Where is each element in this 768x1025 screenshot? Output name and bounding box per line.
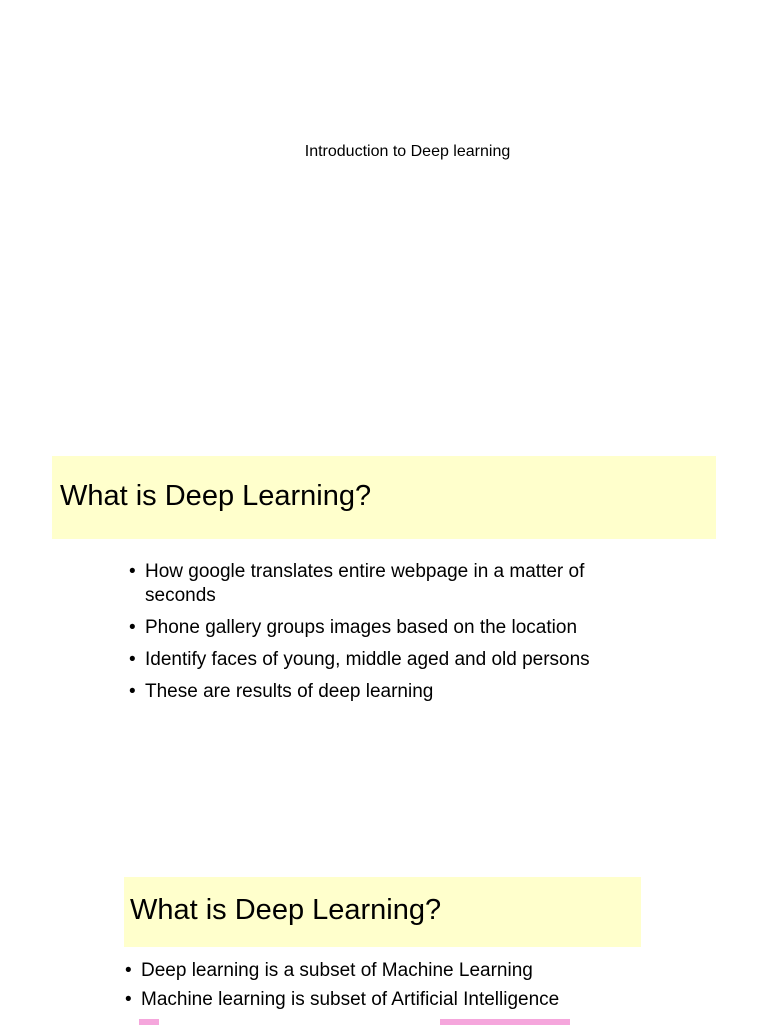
slide-1-bullet-list — [129, 560, 649, 712]
bullet-item: • How google translates entire webpage in a matter of seconds — [129, 560, 649, 608]
bullet-item: • Identify faces of young, middle aged and old persons — [129, 648, 649, 672]
slide-2-heading: What is Deep Learning? — [124, 877, 641, 947]
highlight-mark — [139, 1019, 159, 1025]
document-title: Introduction to Deep learning — [304, 143, 511, 160]
bullet-item: • Phone gallery groups images based on the location — [129, 616, 649, 640]
slide-2-bullet-list — [125, 959, 685, 1017]
bullet-item: • Machine learning is subset of Artificial Intelligence — [125, 988, 685, 1012]
slide-1-heading: What is Deep Learning? — [52, 456, 716, 539]
bullet-item: • Deep learning is a subset of Machine Learning — [125, 959, 685, 983]
bullet-item: • These are results of deep learning — [129, 680, 649, 704]
highlight-mark — [440, 1019, 570, 1025]
